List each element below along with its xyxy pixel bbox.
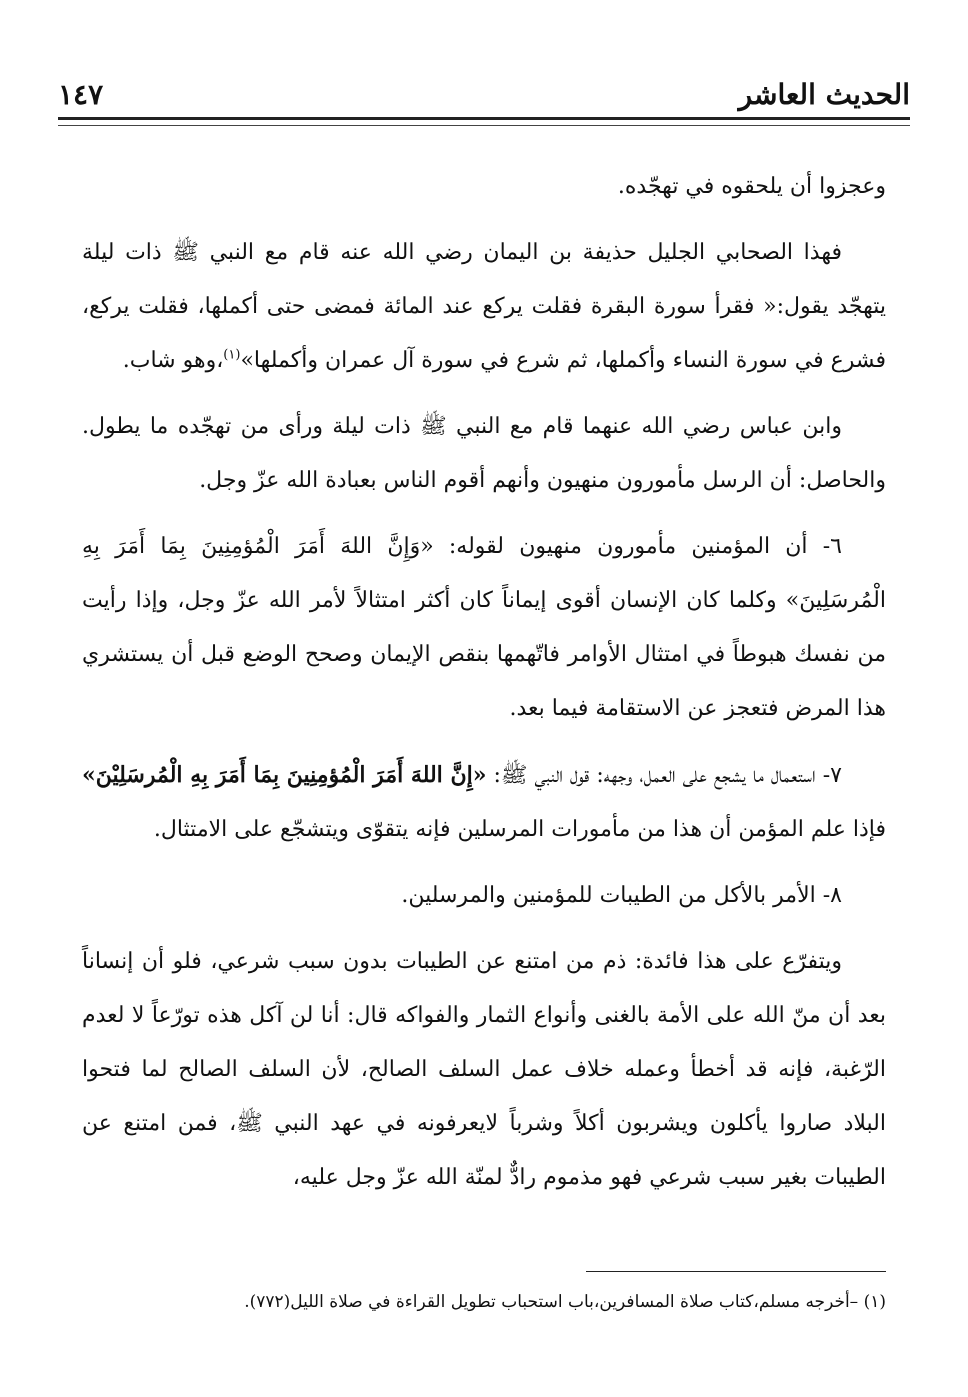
chapter-title: الحديث العاشر [738,78,910,111]
paragraph-2: فهذا الصحابي الجليل حذيفة بن اليمان رضي الله عنه قام مع النبي ﷺ ذات ليلة يتهجّد يقول:« فقرأ سورة البقرة فقلت يركع عند المائة فمضى حتى أكملها، فقلت يركع، فشرع في سورة النساء وأكملها، ثم شرع في سورة آل عمران وأكملها»$^{(١)}$،وهو شاب. [82,240,886,373]
paragraph-5: ٧- استعمال ما يشجع على العمل، وجهه: قول النبي ﷺ: «إِنَّ اللهَ أَمَرَ الْمُؤمِنِينَ بِمَا أَمَرَ بِهِ الْمُرسَلِيْنَ» فإذا علم المؤمن أن هذا من مأمورات المرسلين فإنه يتقوّى ويتشجّع على الامتثال. [82,762,886,842]
footnote-marker: (١) [223,347,241,363]
paragraph-6: ٨- الأمر بالأكل من الطيبات للمؤمنين والمرسلين. [401,883,842,908]
footnote-divider [586,1271,886,1272]
paragraph-3: وابن عباس رضي الله عنهما قام مع النبي ﷺ ذات ليلة ورأى من تهجّده ما يطول. والحاصل: أن الرسل مأمورون منهيون وأنهم أقوم الناس بعبادة الله عزّ وجل. [82,414,886,493]
paragraph-4: ٦- أن المؤمنين مأمورون منهيون لقوله: «وَإِنَّ اللهَ أَمَرَ الْمُؤمِنِينَ بِمَا أَمَرَ بِهِ الْمُرسَلِينَ» وكلما كان الإنسان أقوى إيماناً كان أكثر امتثالاً لأمر الله عزّ وجل، وإذا رأيت من نفسك هبوطاً في امتثال الأوامر فاتّهمها بنقص الإيمان وصحح الوضع قبل أن يستشري هذا المرض فتعجز عن الاستقامة فيما بعد. [82,534,886,721]
footnote: (١) –أخرجه مسلم،كتاب صلاة المسافرين،باب استحباب تطويل القراءة في صلاة الليل(٧٧٢). [244,1292,886,1312]
paragraph-7: ويتفرّع على هذا فائدة: ذم من امتنع عن الطيبات بدون سبب شرعي، فلو أن إنساناً بعد أن منّ الله على الأمة بالغنى وأنواع الثمار والفواكه قال: أنا لن آكل هذه تورّعاً لا لعدم الرّغبة، فإنه قد أخطأ وعمله خلاف عمل السلف الصالح، لأن السلف الصالح لما فتحوا البلاد صاروا يأكلون ويشربون أكلاً وشرباً لايعرفونه في عهد النبي ﷺ، فمن امتنع عن الطيبات بغير سبب شرعي فهو مذموم رادٌّ لمنّة الله عزّ وجل عليه، [82,949,886,1190]
page-number: ١٤٧ [58,78,104,111]
hadith-quote: «إِنَّ اللهَ أَمَرَ الْمُؤمِنِينَ بِمَا أَمَرَ بِهِ الْمُرسَلِيْنَ» [82,762,487,788]
running-header [58,78,910,114]
header-divider [58,117,910,126]
body-text [82,160,886,1217]
paragraph-1: وعجزوا أن يلحقوه في تهجّده. [617,174,886,199]
